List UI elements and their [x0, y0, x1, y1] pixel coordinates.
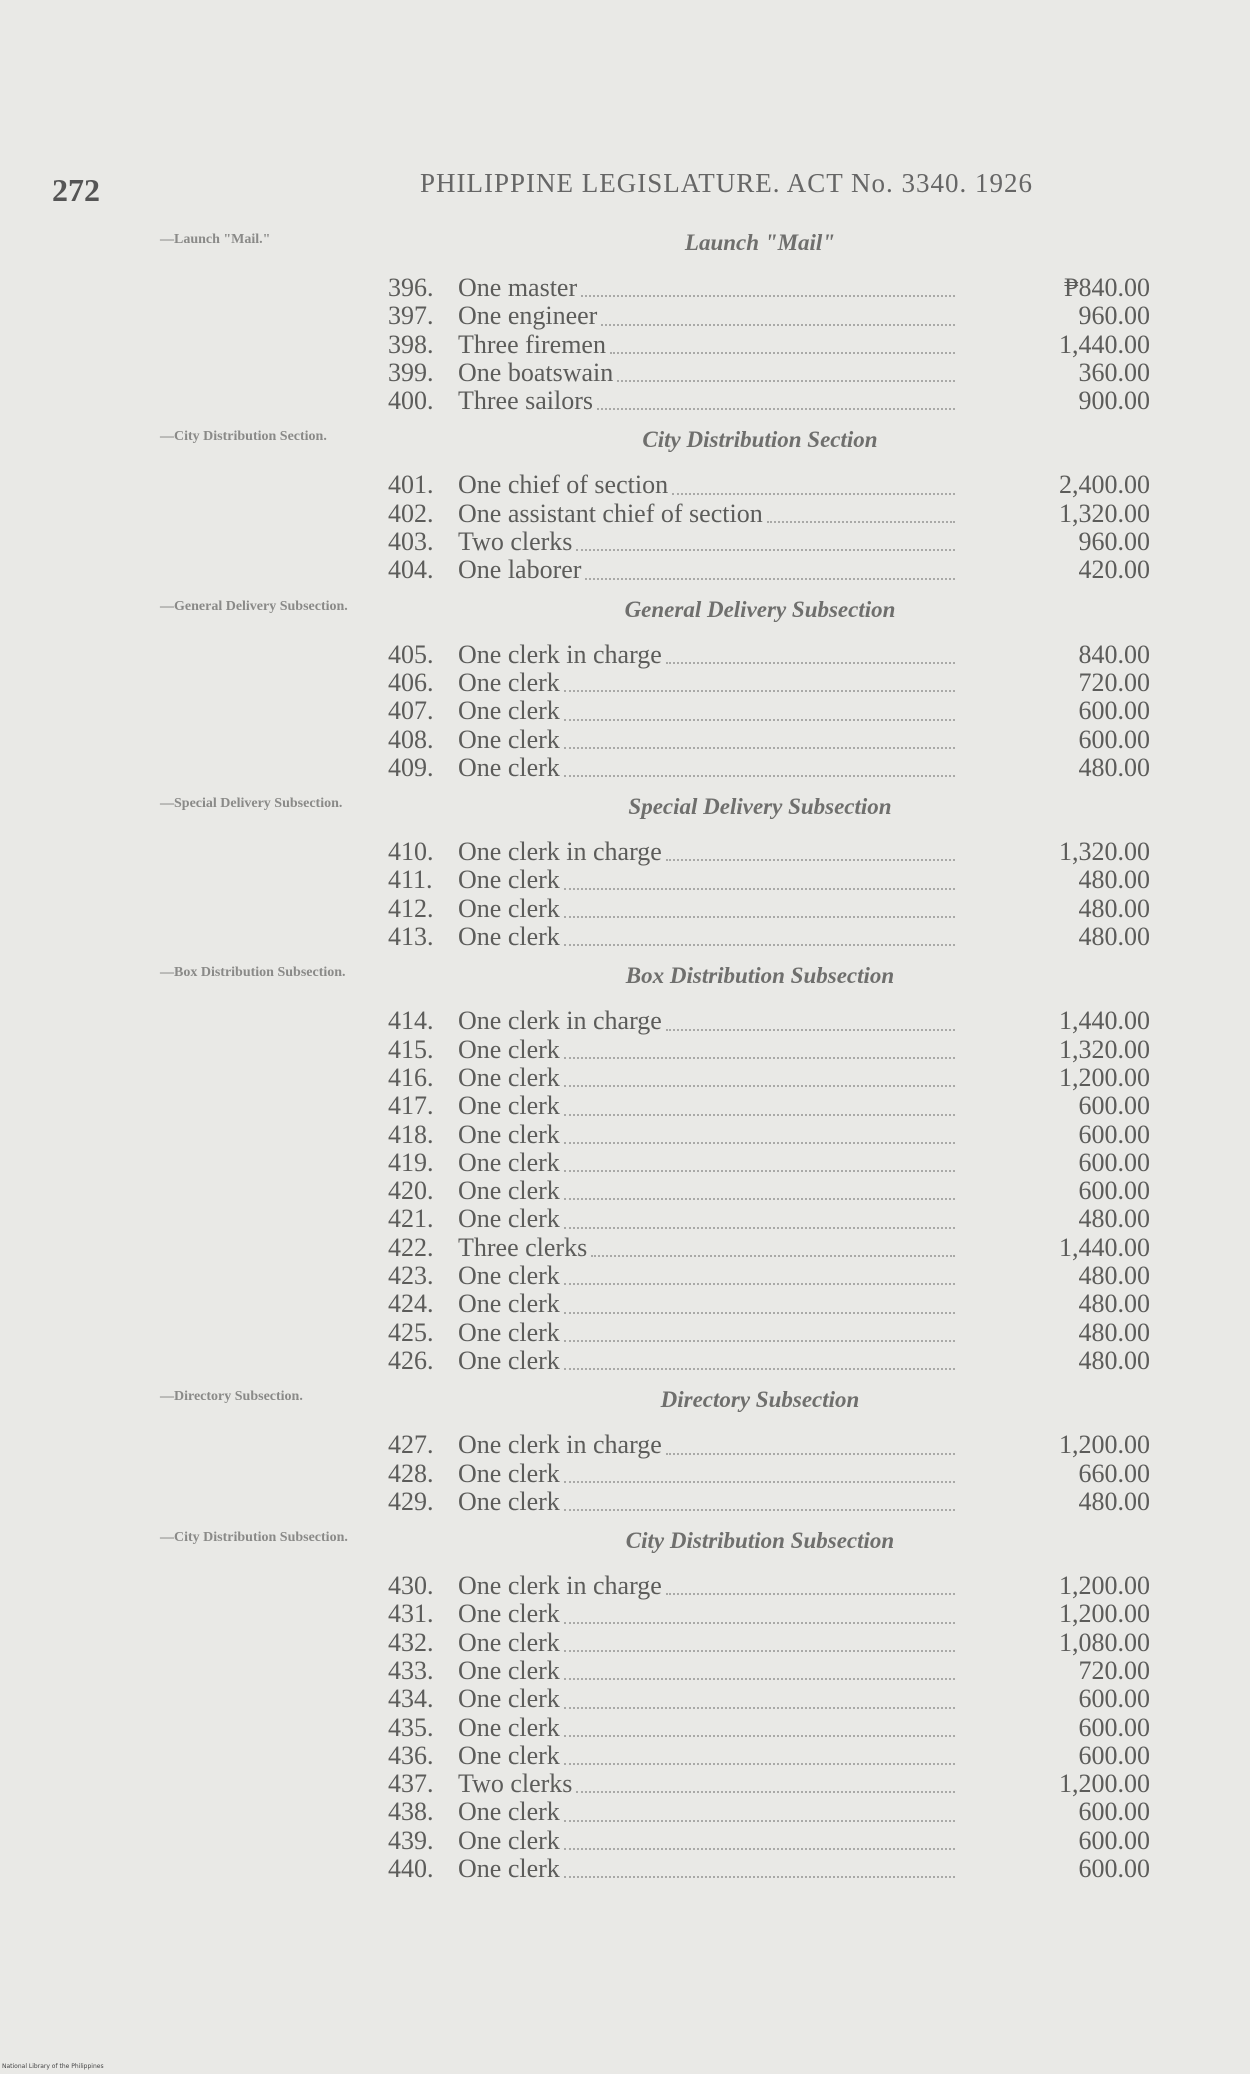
line-item: [0, 471, 1250, 499]
leader-dots: [610, 324, 955, 354]
section-heading: Directory Subsection: [660, 1387, 860, 1413]
item-description: One clerk: [458, 1599, 560, 1629]
leader-dots: [564, 1622, 955, 1652]
item-description: One laborer: [458, 555, 582, 585]
item-description: One chief of section: [458, 470, 669, 500]
item-number: 397.: [388, 301, 434, 331]
leader-dots: [564, 690, 955, 720]
item-number: 405.: [388, 639, 434, 669]
leader-dots: [564, 1848, 955, 1878]
item-description: Three firemen: [458, 329, 606, 359]
item-description: One clerk: [458, 1458, 560, 1488]
item-number: 420.: [388, 1176, 434, 1206]
leader-dots: [672, 464, 955, 494]
item-amount: 600.00: [1078, 1712, 1150, 1742]
item-description: One clerk: [458, 696, 560, 726]
section-heading: Launch "Mail": [684, 230, 836, 255]
item-description: Three sailors: [458, 386, 594, 416]
item-number: 410.: [388, 837, 434, 867]
budget-section: [0, 792, 1250, 961]
item-amount: 1,200.00: [1059, 1430, 1150, 1460]
item-description: One clerk in charge: [458, 639, 662, 669]
item-number: 429.: [388, 1486, 434, 1516]
item-amount: 840.00: [1078, 639, 1150, 669]
leader-dots: [564, 1820, 955, 1850]
item-number: 436.: [388, 1740, 434, 1770]
item-description: One clerk: [458, 1289, 560, 1319]
leader-dots: [564, 888, 955, 918]
item-description: One clerk: [458, 1204, 560, 1234]
leader-dots: [767, 493, 955, 523]
leader-dots: [564, 1255, 955, 1285]
item-amount: 600.00: [1078, 1091, 1150, 1121]
budget-section: [0, 595, 1250, 792]
item-description: One clerk: [458, 922, 560, 952]
item-number: 403.: [388, 527, 434, 557]
item-number: 402.: [388, 498, 434, 528]
line-item: [0, 387, 1250, 415]
item-description: One clerk: [458, 1740, 560, 1770]
item-amount: 480.00: [1078, 1486, 1150, 1516]
item-description: One clerk: [458, 752, 560, 782]
line-item: [0, 1855, 1250, 1883]
item-description: One clerk: [458, 893, 560, 923]
section-heading: Box Distribution Subsection: [625, 963, 895, 989]
item-number: 414.: [388, 1006, 434, 1036]
item-amount: 1,320.00: [1059, 837, 1150, 867]
section-heading: City Distribution Section: [642, 427, 878, 453]
item-amount: 1,200.00: [1059, 1062, 1150, 1092]
item-description: One clerk: [458, 1797, 560, 1827]
item-description: One engineer: [458, 301, 598, 331]
leader-dots: [576, 521, 955, 551]
leader-dots: [581, 267, 955, 297]
item-amount: 600.00: [1078, 1176, 1150, 1206]
margin-note: —General Delivery Subsection.: [160, 598, 348, 614]
page-number: 272: [52, 172, 100, 208]
leader-dots: [564, 1650, 955, 1680]
item-amount: 480.00: [1078, 1204, 1150, 1234]
item-amount: 1,440.00: [1059, 1232, 1150, 1262]
leader-dots: [564, 1791, 955, 1821]
leader-dots: [666, 1424, 955, 1454]
leader-dots: [564, 1312, 955, 1342]
item-description: One clerk in charge: [458, 1006, 662, 1036]
item-description: One assistant chief of section: [458, 498, 763, 528]
item-number: 400.: [388, 386, 434, 416]
item-amount: 480.00: [1078, 1289, 1150, 1319]
leader-dots: [564, 1114, 955, 1144]
item-amount: 600.00: [1078, 724, 1150, 754]
item-number: 399.: [388, 357, 434, 387]
item-amount: 480.00: [1078, 865, 1150, 895]
item-number: 419.: [388, 1147, 434, 1177]
leader-dots: [564, 1453, 955, 1483]
item-description: One clerk: [458, 1147, 560, 1177]
leader-dots: [564, 1057, 955, 1087]
item-description: One clerk: [458, 1345, 560, 1375]
margin-note: —Box Distribution Subsection.: [160, 965, 346, 981]
item-amount: 480.00: [1078, 922, 1150, 952]
item-description: One clerk: [458, 667, 560, 697]
item-description: One clerk: [458, 1062, 560, 1092]
line-item: [0, 556, 1250, 584]
leader-dots: [591, 1227, 955, 1257]
margin-note: —City Distribution Section.: [160, 429, 327, 445]
item-amount: 1,440.00: [1059, 329, 1150, 359]
item-amount: 720.00: [1078, 1655, 1150, 1685]
budget-section: [0, 228, 1250, 425]
item-number: 413.: [388, 922, 434, 952]
budget-section: [0, 1385, 1250, 1526]
item-number: 406.: [388, 667, 434, 697]
leader-dots: [601, 295, 955, 325]
item-description: One clerk: [458, 1627, 560, 1657]
item-number: 404.: [388, 555, 434, 585]
leader-dots: [666, 831, 955, 861]
leader-dots: [564, 1029, 955, 1059]
margin-note: —Launch "Mail.": [160, 232, 271, 247]
item-description: Two clerks: [458, 527, 573, 557]
item-description: One clerk: [458, 1712, 560, 1742]
leader-dots: [564, 1340, 955, 1370]
item-description: One clerk: [458, 1655, 560, 1685]
item-description: One clerk: [458, 1261, 560, 1291]
leader-dots: [585, 549, 955, 579]
item-number: 409.: [388, 752, 434, 782]
leader-dots: [564, 1170, 955, 1200]
item-amount: 1,440.00: [1059, 1006, 1150, 1036]
item-amount: 600.00: [1078, 1119, 1150, 1149]
running-header: PHILIPPINE LEGISLATURE. ACT No. 3340. 1926: [420, 168, 1034, 198]
source-footer: National Library of the Philippines: [2, 2063, 104, 2070]
item-amount: 480.00: [1078, 1345, 1150, 1375]
item-number: 396.: [388, 273, 434, 302]
item-number: 434.: [388, 1684, 434, 1714]
item-description: Three clerks: [458, 1232, 588, 1262]
line-item: [0, 1488, 1250, 1516]
item-number: 435.: [388, 1712, 434, 1742]
item-number: 408.: [388, 724, 434, 754]
leader-dots: [597, 380, 955, 410]
item-amount: 480.00: [1078, 1261, 1150, 1291]
item-amount: 1,200.00: [1059, 1599, 1150, 1629]
item-description: One clerk in charge: [458, 1430, 662, 1460]
item-amount: 900.00: [1078, 386, 1150, 416]
item-number: 426.: [388, 1345, 434, 1375]
leader-dots: [564, 662, 955, 692]
leader-dots: [564, 916, 955, 946]
item-number: 415.: [388, 1034, 434, 1064]
item-number: 437.: [388, 1769, 434, 1799]
leader-dots: [564, 1593, 955, 1623]
item-number: 430.: [388, 1571, 434, 1601]
leader-dots: [564, 1283, 955, 1313]
item-description: One clerk: [458, 865, 560, 895]
section-heading: Special Delivery Subsection: [628, 794, 892, 820]
item-amount: 1,200.00: [1059, 1571, 1150, 1601]
item-description: One clerk: [458, 1825, 560, 1855]
leader-dots: [564, 1142, 955, 1172]
leader-dots: [617, 352, 955, 382]
item-amount: 1,320.00: [1059, 1034, 1150, 1064]
leader-dots: [564, 1198, 955, 1228]
item-amount: 480.00: [1078, 893, 1150, 923]
line-item: [0, 754, 1250, 782]
item-number: 416.: [388, 1062, 434, 1092]
item-amount: 480.00: [1078, 752, 1150, 782]
item-description: One clerk: [458, 724, 560, 754]
item-description: One clerk in charge: [458, 1571, 662, 1601]
item-description: One clerk: [458, 1091, 560, 1121]
item-amount: 960.00: [1078, 301, 1150, 331]
line-item: [0, 1347, 1250, 1375]
item-number: 423.: [388, 1261, 434, 1291]
item-number: 433.: [388, 1655, 434, 1685]
item-number: 431.: [388, 1599, 434, 1629]
line-item: [0, 923, 1250, 951]
leader-dots: [666, 1565, 955, 1595]
item-number: 424.: [388, 1289, 434, 1319]
item-description: One boatswain: [458, 357, 614, 387]
item-amount: 1,320.00: [1059, 498, 1150, 528]
budget-section: [0, 961, 1250, 1385]
item-amount: 2,400.00: [1059, 470, 1150, 500]
item-description: One clerk: [458, 1317, 560, 1347]
leader-dots: [666, 634, 955, 664]
item-number: 438.: [388, 1797, 434, 1827]
item-description: One clerk: [458, 1684, 560, 1714]
item-amount: 600.00: [1078, 1740, 1150, 1770]
leader-dots: [564, 719, 955, 749]
leader-dots: [666, 1000, 955, 1030]
item-number: 401.: [388, 470, 434, 500]
item-amount: 600.00: [1078, 1684, 1150, 1714]
item-amount: 660.00: [1078, 1458, 1150, 1488]
item-description: Two clerks: [458, 1769, 573, 1799]
item-number: 407.: [388, 696, 434, 726]
item-amount: 1,200.00: [1059, 1769, 1150, 1799]
item-number: 428.: [388, 1458, 434, 1488]
budget-section: [0, 1526, 1250, 1893]
item-number: 418.: [388, 1119, 434, 1149]
item-number: 427.: [388, 1430, 434, 1460]
item-description: One clerk: [458, 1854, 560, 1884]
item-number: 412.: [388, 893, 434, 923]
item-number: 417.: [388, 1091, 434, 1121]
item-description: One clerk: [458, 1486, 560, 1516]
item-number: 422.: [388, 1232, 434, 1262]
budget-section: [0, 425, 1250, 594]
item-amount: 600.00: [1078, 1797, 1150, 1827]
leader-dots: [564, 1735, 955, 1765]
item-number: 439.: [388, 1825, 434, 1855]
appropriation-list: [0, 228, 1250, 1893]
item-amount: 420.00: [1078, 555, 1150, 585]
leader-dots: [564, 1707, 955, 1737]
item-number: 425.: [388, 1317, 434, 1347]
leader-dots: [564, 1481, 955, 1511]
leader-dots: [564, 859, 955, 889]
item-number: 411.: [388, 865, 433, 895]
item-number: 440.: [388, 1854, 434, 1884]
item-amount: 960.00: [1078, 527, 1150, 557]
item-amount: 600.00: [1078, 696, 1150, 726]
item-amount: 1,080.00: [1059, 1627, 1150, 1657]
item-amount: 600.00: [1078, 1854, 1150, 1884]
item-description: One clerk in charge: [458, 837, 662, 867]
item-amount: 600.00: [1078, 1147, 1150, 1177]
item-amount: 720.00: [1078, 667, 1150, 697]
margin-note: —City Distribution Subsection.: [160, 1530, 348, 1546]
section-heading: City Distribution Subsection: [625, 1528, 895, 1554]
section-heading: General Delivery Subsection: [624, 596, 896, 622]
item-number: 398.: [388, 329, 434, 359]
margin-note: —Directory Subsection.: [160, 1389, 303, 1405]
item-number: 432.: [388, 1627, 434, 1657]
item-description: One clerk: [458, 1119, 560, 1149]
item-description: One clerk: [458, 1176, 560, 1206]
leader-dots: [576, 1763, 955, 1793]
leader-dots: [564, 1085, 955, 1115]
margin-note: —Special Delivery Subsection.: [160, 796, 343, 812]
item-amount: 480.00: [1078, 1317, 1150, 1347]
leader-dots: [564, 747, 955, 777]
item-number: 421.: [388, 1204, 434, 1234]
item-amount: 600.00: [1078, 1825, 1150, 1855]
item-amount: ₱840.00: [1064, 273, 1150, 302]
leader-dots: [564, 1678, 955, 1708]
item-description: One clerk: [458, 1034, 560, 1064]
item-description: One master: [458, 273, 578, 302]
item-amount: 360.00: [1078, 357, 1150, 387]
